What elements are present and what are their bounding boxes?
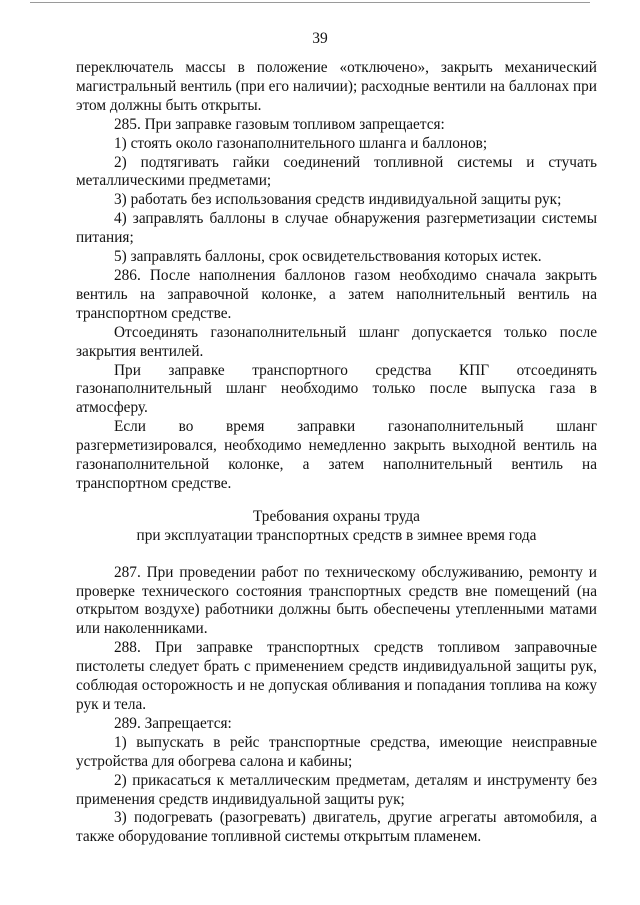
list-item-285-1: 1) стоять около газонаполнительного шланга и баллонов; [114, 134, 488, 152]
paragraph-286-kpg: При заправке транспортного средства КПГ отсоединять газонаполнительный шланг необходимо только после выпуска газа в атмосферу. [76, 361, 597, 417]
paragraph-continuation: переключатель массы в положение «отключено», закрыть механический магистральный вентиль (при его наличии); расходные вентили на баллонах при этом должны быть открыты. [76, 59, 597, 114]
list-item-289-1: 1) выпускать в рейс транспортные средства, имеющие неисправные устройства для обогрева салона и кабины; [76, 733, 597, 770]
section-heading-line2: при эксплуатации транспортных средств в зимнее время года [136, 526, 537, 544]
scan-edge-line [30, 2, 590, 3]
paragraph-287: 287. При проведении работ по техническому обслуживанию, ремонту и проверке технического состояния транспортных средств вне помещений (на открытом воздухе) работники должны быть обеспечены утепленными матами или наколенниками. [76, 563, 597, 638]
page-body [76, 59, 597, 847]
list-item-289-2: 2) прикасаться к металлическим предметам, деталям и инструменту без применения средств индивидуальной защиты рук; [76, 771, 597, 808]
paragraph-285-heading: 285. При заправке газовым топливом запрещается: [114, 115, 445, 133]
paragraph-286: 286. После наполнения баллонов газом необходимо сначала закрыть вентиль на заправочной колонке, а затем наполнительный вентиль на транспортном средстве. [76, 266, 597, 322]
section-heading-line1: Требования охраны труда [253, 507, 420, 525]
page-number: 39 [312, 30, 328, 47]
list-item-285-2: 2) подтягивать гайки соединений топливной системы и стучать металлическими предметами; [76, 153, 597, 190]
paragraph-286-leak: Если во время заправки газонаполнительный шланг разгерметизировался, необходимо немедленно закрыть выходной вентиль на газонаполнительной колонке, а затем наполнительный вентиль на транспортном средстве. [76, 418, 597, 492]
list-item-289-3: 3) подогревать (разогревать) двигатель, другие агрегаты автомобиля, а также оборудование топливной системы открытым пламенем. [76, 809, 597, 846]
paragraph-286-hose: Отсоединять газонаполнительный шланг допускается только после закрытия вентилей. [76, 323, 597, 360]
list-item-285-4: 4) заправлять баллоны в случае обнаружения разгерметизации системы питания; [76, 210, 597, 247]
list-item-285-3: 3) работать без использования средств индивидуальной защиты рук; [114, 191, 562, 209]
paragraph-288: 288. При заправке транспортных средств топливом заправочные пистолеты следует брать с применением средств индивидуальной защиты рук, соблюдая осторожность и не допуская обливания и попадания топлива на кожу рук и тела. [76, 639, 597, 713]
paragraph-289-heading: 289. Запрещается: [114, 714, 232, 732]
list-item-285-5: 5) заправлять баллоны, срок освидетельствования которых истек. [114, 248, 542, 266]
